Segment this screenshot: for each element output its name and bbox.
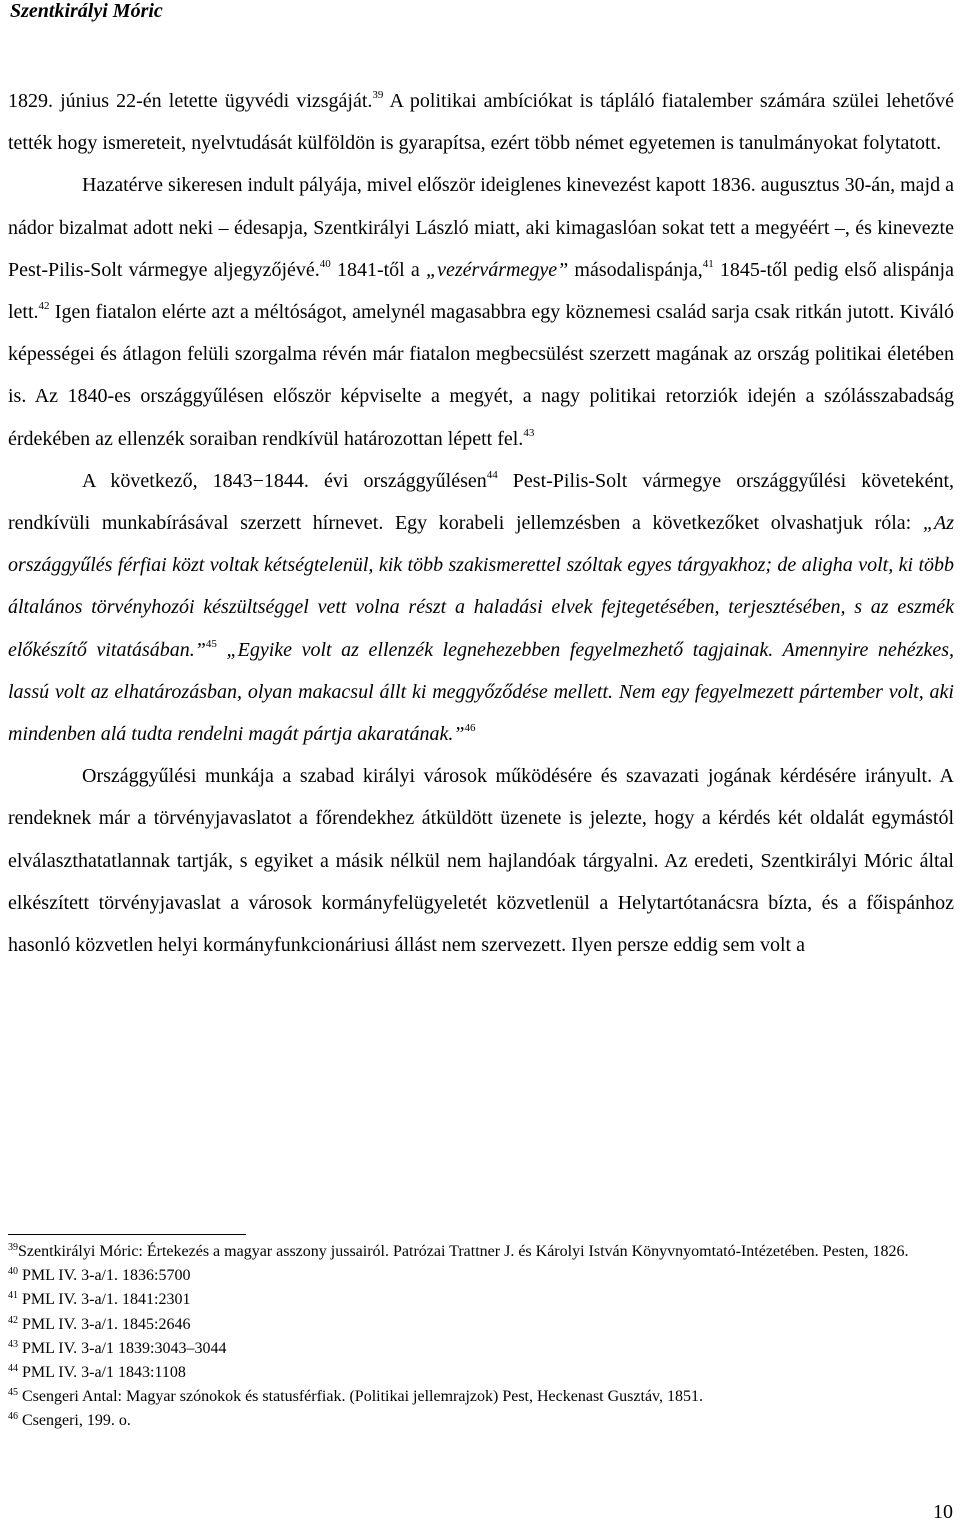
text-run: másodalispánja,	[568, 258, 703, 281]
footnote-number: 44	[8, 1363, 18, 1375]
footnote-number: 39	[8, 1242, 18, 1253]
footnote	[8, 1385, 954, 1409]
text-run: 1845-től pedig első alispánja lett.	[8, 258, 954, 324]
text-run: Pest-Pilis-Solt vármegye országgyűlési követeként, rendkívüli munkabírásával szerzett hírnevet. Egy korabeli jellemzésben a következőket olvashatjuk róla:	[8, 469, 954, 535]
footnote	[8, 1288, 954, 1312]
paragraph-1	[8, 80, 954, 164]
italic-quote: „Az országgyűlés férfiai közt voltak kétségtelenül, kik több szakismerettel szóltak egyes tárgyakhoz; de aligha volt, ki több általános törvényhozói készültséggel vett volna részt a haladási elvek fejtegetésében, terjesztésében, s az eszmék előkészítő vitatásában.”	[8, 512, 954, 661]
footnote-ref-41[interactable]: 41	[702, 257, 714, 270]
footnote-ref-45[interactable]: 45	[205, 637, 217, 650]
paragraph-3	[8, 460, 954, 755]
footnote-number: 40	[8, 1266, 18, 1278]
footnote-ref-44[interactable]: 44	[486, 468, 498, 481]
footnote-separator	[8, 1234, 246, 1235]
footnote-number: 46	[8, 1411, 18, 1423]
footnote	[8, 1264, 954, 1288]
footnote-number: 42	[8, 1314, 18, 1326]
footnote-ref-43[interactable]: 43	[523, 426, 535, 439]
footnote	[8, 1313, 954, 1337]
footnote	[8, 1409, 954, 1433]
footnote-ref-46[interactable]: 46	[464, 722, 476, 735]
page-number: 10	[933, 1501, 953, 1523]
footnote-number: 43	[8, 1338, 18, 1350]
footnote-text: PML IV. 3-a/1. 1841:2301	[18, 1291, 191, 1309]
footnotes	[8, 1240, 954, 1434]
footnote-number: 41	[8, 1290, 18, 1302]
footnote	[8, 1361, 954, 1385]
italic-term: „vezérvármegye”	[426, 258, 569, 281]
text-run: A következő, 1843−1844. évi országgyűlésen	[82, 469, 487, 492]
italic-quote: „Egyike volt az ellenzék legnehezebben fegyelmezhető tagjainak. Amennyire nehézkes, lassú volt az elhatározásban, olyan makacsul állt ki meggyőződése mellett. Nem egy fegyelmezett pártember volt, aki mindenben alá tudta rendelni magát pártja akaratának.”	[8, 638, 955, 746]
text-run	[217, 639, 227, 661]
footnote	[8, 1337, 954, 1361]
footnote-text: PML IV. 3-a/1. 1845:2646	[18, 1315, 191, 1333]
footnote-text: Csengeri, 199. o.	[18, 1412, 131, 1430]
footnote	[8, 1240, 954, 1264]
text-run: A politikai ambíciókat is tápláló fiatalember számára szülei lehetővé tették hogy ismereteit, nyelvtudását külföldön is gyarapítsa, ezért több német egyetemen is tanulmányokat folytatott.	[8, 90, 954, 155]
footnote-text: PML IV. 3-a/1. 1836:5700	[18, 1267, 191, 1285]
footnote-text: PML IV. 3-a/1 1843:1108	[18, 1364, 186, 1382]
text-run: Igen fiatalon elérte azt a méltóságot, amelynél magasabbra egy köznemesi család sarja csak ritkán jutott. Kiváló képességei és átlagon felüli szorgalma révén már fiatalon megbecsülést szerzett magának az ország politikai életében is. Az 1840-es országgyűlésen először képviselte a megyét, a nagy politikai retorziók idején a szólásszabadság érdekében az ellenzék soraiban rendkívül határozottan lépett fel.	[8, 301, 954, 450]
body-text	[8, 80, 954, 966]
footnote-ref-42[interactable]: 42	[38, 300, 50, 313]
footnote-number: 45	[8, 1387, 18, 1399]
footnote-text: PML IV. 3-a/1 1839:3043–3044	[18, 1339, 227, 1357]
text-run: 1841-től a	[330, 258, 427, 281]
footnote-ref-40[interactable]: 40	[319, 257, 331, 270]
text-run: 1829. június 22-én letette ügyvédi vizsgáját.	[8, 90, 373, 112]
footnote-text: Szentkirályi Móric: Értekezés a magyar asszony jussairól. Patrózai Trattner J. és Károlyi István Könyvnyomtató-Intézetében. Pesten, 1826.	[18, 1243, 909, 1260]
footnote-text: Csengeri Antal: Magyar szónokok és statusférfiak. (Politikai jellemrajzok) Pest, Heckenast Gusztáv, 1851.	[18, 1388, 704, 1406]
running-header: Szentkirályi Móric	[10, 0, 163, 22]
footnote-ref-39[interactable]: 39	[372, 89, 384, 101]
text-run: Hazatérve sikeresen indult pályája, mivel először ideiglenes kinevezést kapott 1836. augusztus 30-án, majd a nádor bizalmat adott neki – édesapja, Szentkirályi László miatt, aki kimagaslóan sokat tett a megyéért –, és kinevezte Pest-Pilis-Solt vármegye aljegyzőjévé.	[8, 174, 954, 281]
paragraph-2	[8, 164, 954, 459]
paragraph-4: Országgyűlési munkája a szabad királyi városok működésére és szavazati jogának kérdésére irányult. A rendeknek már a törvényjavaslatot a főrendekhez átküldött üzenete is jelezte, hogy a kérdés két oldalát egymástól elválaszthatatlannak tartják, s egyiket a másik nélkül nem hajlandóak tárgyalni. Az eredeti, Szentkirályi Móric által elkészített törvényjavaslat a városok kormányfelügyeletét közvetlenül a Helytartótanácsra bízta, és a főispánhoz hasonló közvetlen helyi kormányfunkcionáriusi állást nem szervezett. Ilyen persze eddig sem volt a	[8, 765, 954, 957]
